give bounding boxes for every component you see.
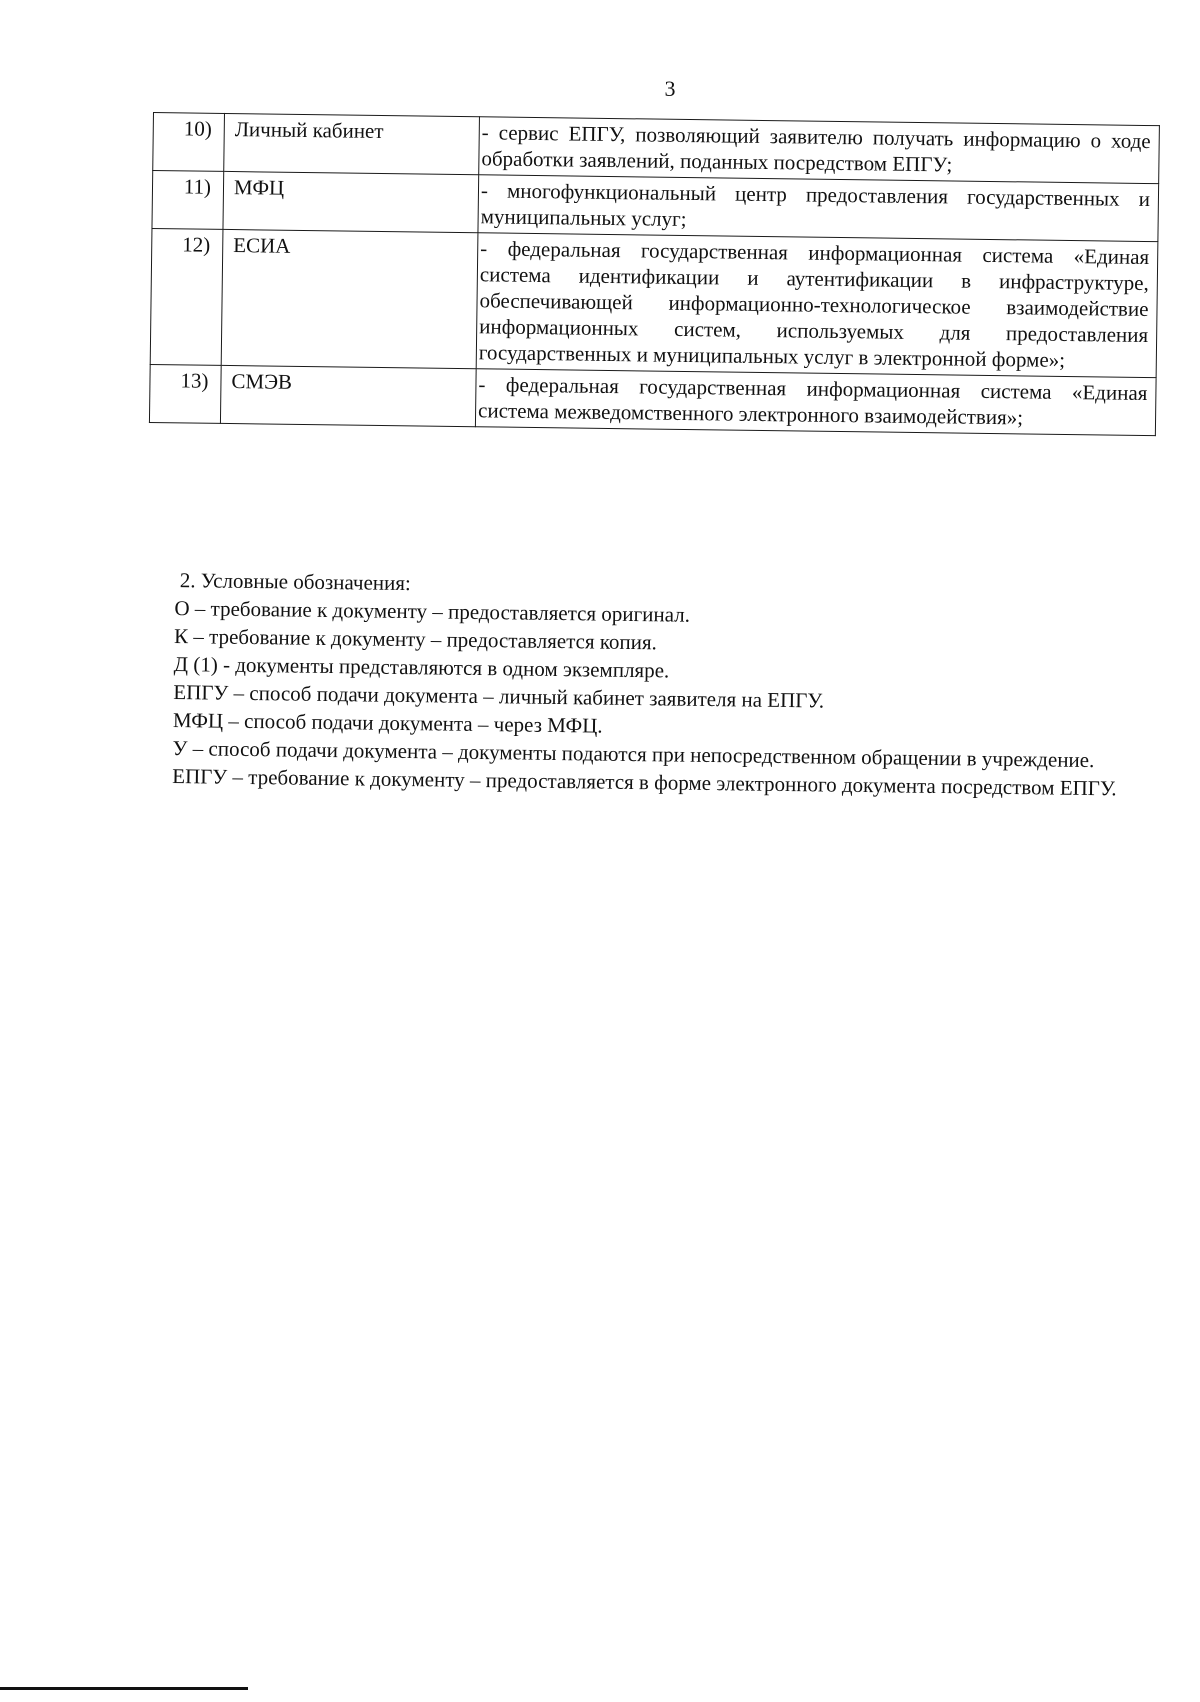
description-cell: - сервис ЕПГУ, позволяющий заявителю получать информацию о ходе обработки заявлений, поданных посредством ЕПГУ; (479, 117, 1160, 184)
row-number: 13) (149, 364, 221, 423)
table-row (149, 364, 1156, 435)
description-cell: - федеральная государственная информационная система «Единая система межведомственного электронного взаимодействия»; (475, 369, 1156, 436)
description-cell: - многофункциональный центр предоставления государственных и муниципальных услуг; (478, 175, 1159, 242)
row-number: 10) (153, 113, 225, 172)
legend-item: У – способ подачи документа – документы подаются при непосредственном обращении в учреждение. (172, 735, 1095, 773)
description-cell: - федеральная государственная информационная система «Единая система идентификации и аутентификации в инфраструктуре, обеспечивающей информационно-технологическое взаимодействие информационных систем, используемых для предоставления государственных и муниципальных услуг в электронной форме»; (476, 233, 1158, 378)
legend-item: К – требование к документу – предоставляется копия. (173, 623, 658, 655)
term-cell: Личный кабинет (224, 113, 480, 174)
legend-section (172, 567, 1123, 803)
legend-item: ЕПГУ – способ подачи документа – личный кабинет заявителя на ЕПГУ. (173, 679, 825, 713)
row-number: 12) (150, 228, 223, 365)
legend-item: Д (1) - документы представляются в одном экземпляре. (173, 651, 670, 683)
legend-title: 2. Условные обозначения: (179, 568, 411, 596)
definitions-table (149, 112, 1160, 436)
term-cell: МФЦ (223, 171, 479, 232)
legend-item: О – требование к документу – предоставляется оригинал. (174, 595, 691, 627)
legend-item: ЕПГУ – требование к документу – предоставляется в форме электронного документа посредством ЕПГУ. (172, 763, 1117, 801)
row-number: 11) (152, 171, 224, 230)
term-cell: СМЭВ (220, 365, 476, 426)
term-cell: ЕСИА (221, 229, 478, 368)
footer-rule (0, 1687, 248, 1690)
table-row (150, 228, 1158, 377)
legend-item: МФЦ – способ подачи документа – через МФЦ. (172, 707, 603, 738)
page-number: 3 (664, 76, 676, 101)
